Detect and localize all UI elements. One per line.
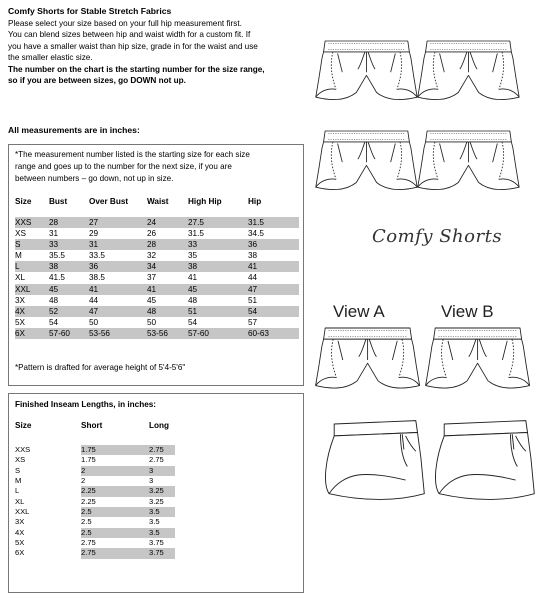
table-cell: 33 (49, 239, 89, 250)
table-cell: 3 (149, 476, 154, 486)
table-cell: 29 (89, 229, 99, 239)
table-cell: 31 (49, 229, 59, 239)
table-cell: 26 (147, 229, 157, 239)
inseam-header: Finished Inseam Lengths, in inches: (15, 400, 157, 409)
table-cell: 38 (49, 261, 89, 272)
table-cell: 54 (49, 317, 59, 327)
table-row (15, 250, 299, 261)
shorts-illustrations (306, 0, 535, 600)
intro-bold-line: The number on the chart is the starting number for the size range, (8, 64, 265, 74)
table-cell: L (15, 486, 20, 496)
table-cell: 2.75 (81, 548, 149, 558)
table-cell: 37 (147, 273, 157, 283)
table-cell: XL (15, 273, 26, 283)
table-cell: 41 (147, 284, 188, 295)
inseam-box (8, 393, 304, 593)
table-cell: 47 (248, 284, 299, 295)
table-row (15, 228, 299, 239)
table-cell: 48 (188, 295, 198, 305)
table-cell: XXS (15, 217, 49, 228)
table-cell: 33.5 (89, 251, 105, 261)
table-row (15, 239, 299, 250)
table-cell: 48 (49, 295, 59, 305)
table-cell: 3.75 (149, 538, 164, 548)
table-cell: 2.25 (81, 486, 149, 496)
table-cell: 45 (188, 284, 248, 295)
table-cell: 6X (15, 548, 25, 558)
table-cell: 45 (49, 284, 89, 295)
table-cell: 51 (188, 306, 248, 317)
note-line: between numbers – go down, not up in size. (15, 174, 174, 183)
table-cell: XXL (15, 507, 30, 517)
table-cell: 35 (188, 251, 198, 261)
table-cell: 53-56 (89, 328, 147, 339)
note-line: range and goes up to the number for the next size, if you are (15, 162, 232, 171)
table-row (15, 476, 175, 486)
table-row (15, 272, 299, 283)
table-header-row (15, 419, 175, 445)
pattern-title: Comfy Shorts for Stable Stretch Fabrics (8, 6, 172, 16)
table-row (15, 217, 299, 228)
table-cell: 52 (49, 306, 89, 317)
table-cell: XS (15, 455, 26, 465)
table-cell: 5X (15, 538, 25, 548)
table-cell: 2.25 (81, 496, 96, 506)
size-chart-table (15, 195, 299, 339)
table-cell: 33 (188, 239, 248, 250)
table-cell: 27.5 (188, 217, 248, 228)
table-cell: 2.5 (81, 517, 92, 527)
table-cell: 41.5 (49, 273, 65, 283)
table-cell: 3X (15, 295, 26, 305)
table-cell: 24 (147, 217, 188, 228)
table-cell: 3.25 (149, 496, 164, 506)
table-cell: 57-60 (188, 328, 248, 339)
table-row (15, 445, 175, 455)
intro-line: Please select your size based on your full hip measurement first. (8, 18, 242, 28)
table-row (15, 261, 299, 272)
table-cell: 60-63 (248, 328, 299, 339)
table-cell: 57-60 (49, 328, 89, 339)
column-header: High Hip (188, 197, 222, 206)
intro-line: You can blend sizes between hip and waist width for a custom fit. If (8, 30, 251, 39)
table-cell: XS (15, 229, 26, 239)
table-cell: 2.75 (149, 445, 175, 455)
table-cell: S (15, 239, 49, 250)
table-cell: 3.75 (149, 548, 175, 558)
table-cell: 50 (147, 317, 157, 327)
table-cell: 4X (15, 527, 25, 537)
intro-text (8, 6, 308, 87)
table-cell: 4X (15, 306, 49, 317)
table-header-row (15, 195, 299, 217)
table-cell: 44 (89, 295, 99, 305)
size-chart-note (15, 149, 299, 185)
table-cell: 41 (89, 284, 147, 295)
table-cell: 2 (81, 466, 149, 476)
table-cell: 53-56 (147, 328, 188, 339)
table-cell: L (15, 261, 49, 272)
table-cell: 3X (15, 517, 25, 527)
table-cell: 31.5 (248, 217, 299, 228)
table-row (15, 455, 175, 465)
table-row (15, 486, 175, 496)
table-cell: 32 (147, 251, 157, 261)
table-row (15, 538, 175, 548)
table-cell: XL (15, 496, 25, 506)
table-cell: 2 (81, 476, 86, 486)
table-cell: 50 (89, 317, 99, 327)
size-chart-box (8, 144, 304, 386)
intro-line: you have a smaller waist than hip size, grade in for the waist and use (8, 41, 258, 51)
column-header: Size (15, 421, 32, 430)
table-row (15, 295, 299, 306)
table-row (15, 497, 175, 507)
intro-bold-line: so if you are between sizes, go DOWN not up. (8, 76, 186, 85)
table-cell: 2.5 (81, 528, 149, 538)
table-cell: 41 (188, 273, 198, 283)
table-cell: 48 (147, 306, 188, 317)
table-cell: 28 (147, 239, 188, 250)
table-cell: 35.5 (49, 251, 65, 261)
table-cell: 3.25 (149, 486, 175, 496)
table-row (15, 466, 175, 476)
view-b-label: View B (441, 302, 494, 321)
column-header: Short (81, 421, 103, 430)
brand-logo-text: Comfy Shorts (372, 226, 503, 247)
table-row (15, 284, 299, 295)
table-cell: 31.5 (188, 229, 204, 239)
table-cell: 3.5 (149, 528, 175, 538)
table-cell: 31 (89, 239, 147, 250)
table-cell: 51 (248, 295, 258, 305)
table-cell: 54 (188, 317, 198, 327)
column-header: Over Bust (89, 197, 129, 206)
table-cell: M (15, 476, 22, 486)
table-cell: 54 (248, 306, 299, 317)
column-header: Hip (248, 197, 262, 206)
table-row (15, 548, 175, 558)
table-cell: XXS (15, 445, 31, 454)
table-cell: 3.5 (149, 517, 160, 527)
table-cell: 57 (248, 317, 258, 327)
table-row (15, 317, 299, 328)
table-cell: 2.75 (81, 538, 96, 548)
table-cell: 5X (15, 317, 26, 327)
table-cell: 1.75 (81, 455, 96, 465)
column-header: Bust (49, 197, 68, 206)
table-cell: 2.5 (81, 507, 149, 517)
intro-line: the smaller elastic size. (8, 53, 93, 62)
table-cell: 38 (188, 261, 248, 272)
table-cell: 34.5 (248, 229, 264, 239)
table-cell: 2.75 (149, 455, 164, 465)
column-header: Waist (147, 197, 169, 206)
table-cell: 36 (248, 239, 299, 250)
table-row (15, 507, 175, 517)
table-cell: XXL (15, 284, 49, 295)
table-cell: 41 (248, 261, 299, 272)
column-header: Size (15, 197, 32, 206)
table-cell: 47 (89, 306, 147, 317)
table-cell: M (15, 251, 22, 261)
height-footnote: *Pattern is drafted for average height of 5'4-5'6" (15, 363, 186, 372)
table-cell: 3.5 (149, 507, 175, 517)
table-row (15, 328, 299, 339)
table-cell: 45 (147, 295, 157, 305)
table-row (15, 306, 299, 317)
table-cell: 28 (49, 217, 89, 228)
table-cell: 6X (15, 328, 49, 339)
table-cell: 1.75 (81, 445, 149, 455)
measurements-unit-note: All measurements are in inches: (8, 125, 140, 135)
table-cell: 38.5 (89, 273, 105, 283)
view-a-label: View A (333, 302, 385, 321)
table-cell: S (15, 465, 21, 475)
column-header: Long (149, 421, 170, 430)
inseam-table (15, 419, 175, 559)
table-row (15, 528, 175, 538)
table-cell: 34 (147, 261, 188, 272)
table-row (15, 517, 175, 527)
table-cell: 3 (149, 466, 175, 476)
table-cell: 38 (248, 251, 258, 261)
table-cell: 44 (248, 273, 258, 283)
note-line: *The measurement number listed is the starting size for each size (15, 150, 250, 159)
table-cell: 27 (89, 217, 147, 228)
table-cell: 36 (89, 261, 147, 272)
